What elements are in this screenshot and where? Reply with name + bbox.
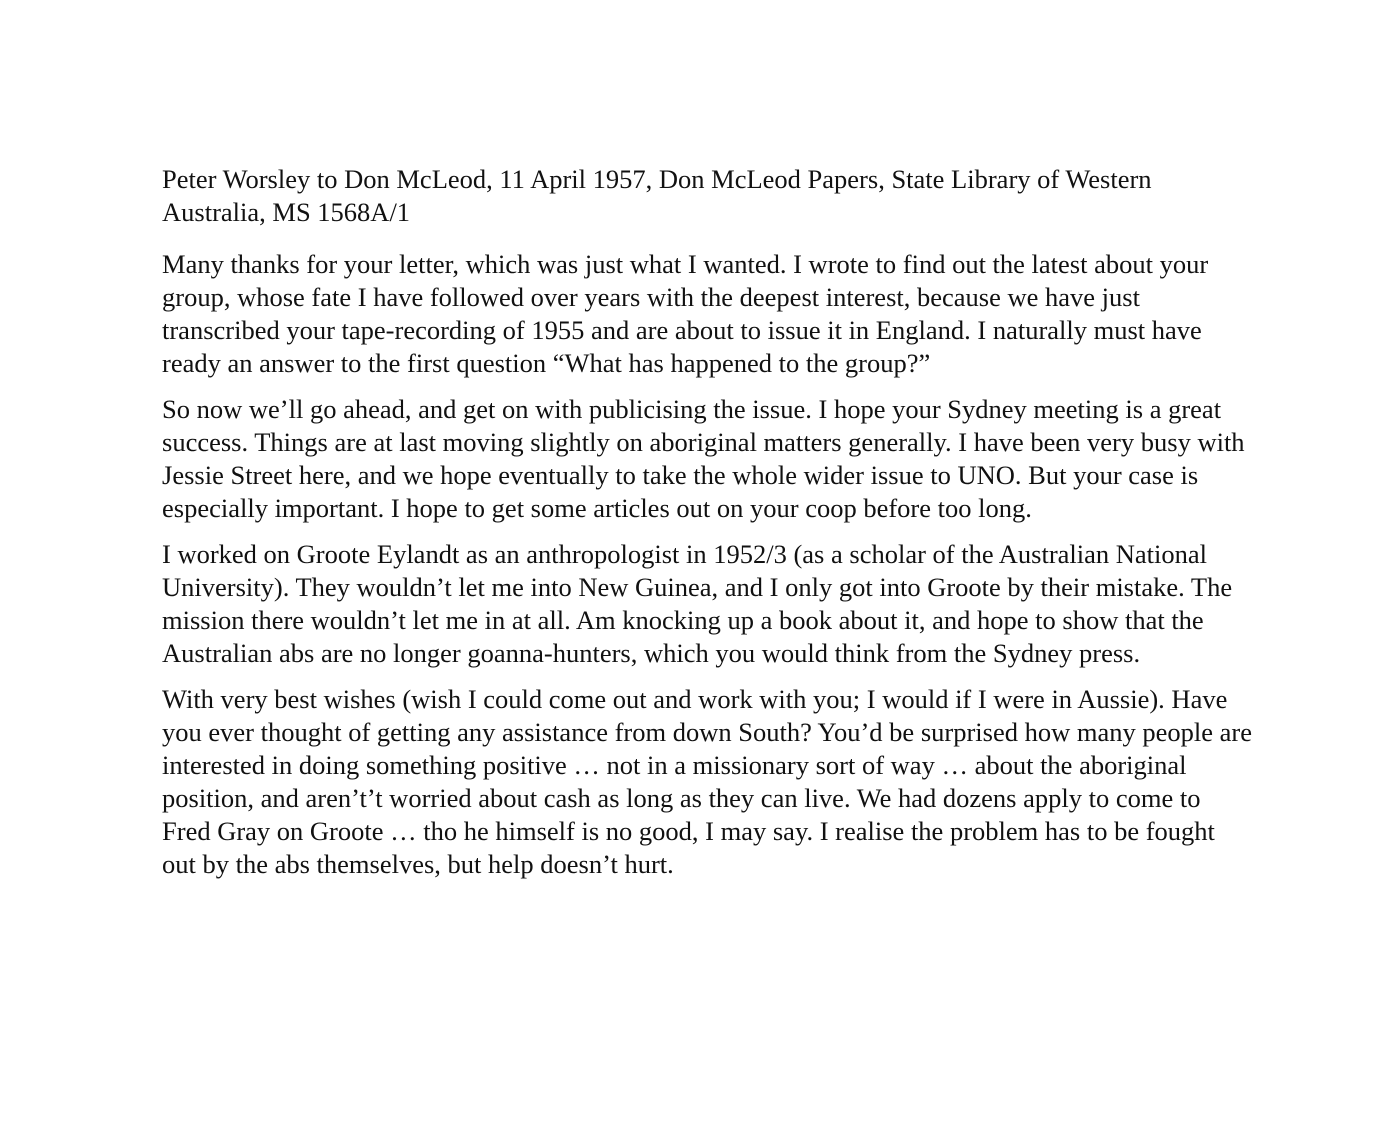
paragraph-4: With very best wishes (wish I could come out and work with you; I would if I were in Aussie). Have you ever thought of getting any assistance from down South? You’d be surprised how many people are interested in doing something positive … not in a missionary sort of way … about the aboriginal position, and aren’t’t worried about cash as long as they can live. We had dozens apply to come to Fred Gray on Groote … tho he himself is no good, I may say. I realise the problem has to be fought out by the abs themselves, but help doesn’t hurt. bbox=[162, 684, 1252, 879]
letter-page bbox=[162, 163, 1252, 894]
paragraph-3: I worked on Groote Eylandt as an anthropologist in 1952/3 (as a scholar of the Australian National University). They wouldn’t let me into New Guinea, and I only got into Groote by their mistake. The mission there wouldn’t let me in at all. Am knocking up a book about it, and hope to show that the Australian abs are no longer goanna-hunters, which you would think from the Sydney press. bbox=[162, 539, 1233, 668]
paragraph-1: Many thanks for your letter, which was just what I wanted. I wrote to find out the latest about your group, whose fate I have followed over years with the deepest interest, because we have just transcribed your tape-recording of 1955 and are about to issue it in England. I naturally must have ready an answer to the first question “What has happened to the group?” bbox=[162, 249, 1209, 378]
citation: Peter Worsley to Don McLeod, 11 April 1957, Don McLeod Papers, State Library of Western Australia, MS 1568A/1 bbox=[162, 164, 1152, 227]
paragraph-2: So now we’ll go ahead, and get on with publicising the issue. I hope your Sydney meeting is a great success. Things are at last moving slightly on aboriginal matters generally. I have been very busy with Jessie Street here, and we hope eventually to take the whole wider issue to UNO. But your case is especially important. I hope to get some articles out on your coop before too long. bbox=[162, 394, 1245, 523]
